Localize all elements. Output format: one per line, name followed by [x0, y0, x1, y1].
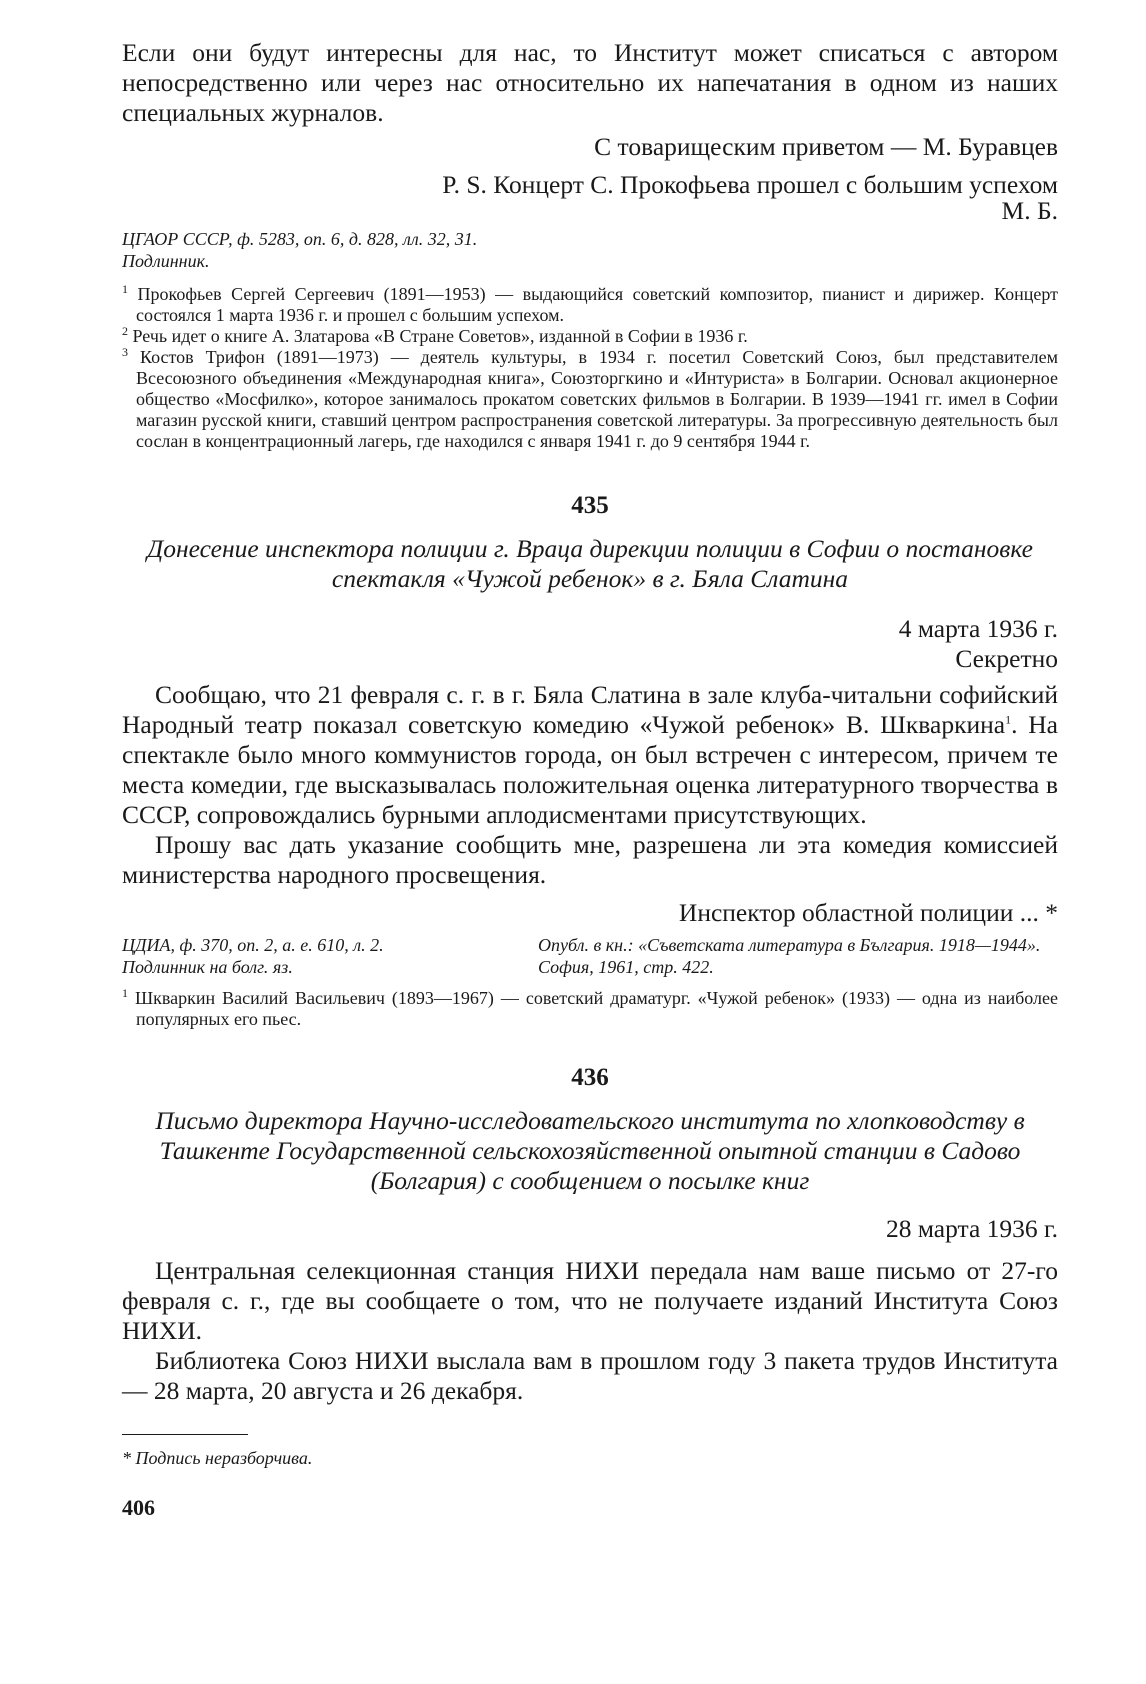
signature: Инспектор областной полиции ... * [678, 898, 1058, 927]
letter-paragraph: Библиотека Союз НИХИ выслала вам в прошлом году 3 пакета трудов Института — 28 марта, 20 августа и 26 декабря. [122, 1346, 1058, 1405]
archive-source-line: ЦДИА, ф. 370, оп. 2, а. е. 610, л. 2. [122, 935, 384, 955]
page-footnote: * Подпись неразборчива. [122, 1448, 313, 1468]
document-number: 435 [571, 492, 609, 519]
publication-source: Опубл. в кн.: «Съветската литература в България. 1918—1944». София, 1961, стр. 422. [538, 935, 1041, 977]
letter-paragraph: Центральная селекционная станция НИХИ передала нам ваше письмо от 27-го февраля с. г., где вы сообщаете о том, что не получаете изданий Института Союз НИХИ. [122, 1256, 1058, 1345]
letter-postscript: P. S. Концерт С. Прокофьева прошел с большим успехом [442, 170, 1058, 199]
classification-mark: Секретно [955, 644, 1058, 673]
footnote: $^1$ Шкваркин Василий Васильевич (1893—1967) — советский драматург. «Чужой ребенок» (1933) — одна из наиболее популярных его пьес. [122, 986, 1059, 1029]
letter-closing: С товарищеским приветом — М. Буравцев [594, 132, 1058, 161]
footnotes [122, 284, 1058, 452]
report-paragraph: Сообщаю, что 21 февраля с. г. в г. Бяла Слатина в зале клуба-читальни софийский Народный театр показал советскую комедию «Чужой ребенок» В. Шкваркина$^1$. На спектакле было много коммунистов города, он был встречен с интересом, причем те места комедии, где высказывалась положительная оценка литературного творчества в СССР, сопровождались бурными аплодисментами присутствующих. [122, 680, 1058, 829]
footnote-divider [122, 1434, 248, 1435]
page-number: 406 [122, 1495, 155, 1520]
letter-paragraph: Если они будут интересны для нас, то Институт может списаться с автором непосредственно или через нас относительно их напечатания в одном из наших специальных журналов. [122, 38, 1058, 127]
archive-source [122, 934, 1058, 978]
archive-source-line: Подлинник. [122, 251, 210, 271]
document-date: 28 марта 1936 г. [885, 1214, 1058, 1243]
document-number: 436 [571, 1064, 609, 1091]
document-title: Донесение инспектора полиции г. Враца дирекции полиции в Софии о постановке спектакля «Чужой ребенок» в г. Бяла Слатина [147, 534, 1033, 593]
archive-source [122, 228, 1058, 272]
archive-source-line: ЦГАОР СССР, ф. 5283, оп. 6, д. 828, лл. 32, 31. [122, 229, 478, 249]
document-title: Письмо директора Научно-исследовательского института по хлопководству в Ташкенте Государственной сельскохозяйственной опытной станции в Садово (Болгария) с сообщением о посылке книг [155, 1106, 1025, 1195]
footnote: $^1$ Прокофьев Сергей Сергеевич (1891—1953) — выдающийся советский композитор, пианист и дирижер. Концерт состоялся 1 марта 1936 г. и прошел с большим успехом. [122, 282, 1058, 325]
report-paragraph: Прошу вас дать указание сообщить мне, разрешена ли эта комедия комиссией министерства народного просвещения. [122, 830, 1058, 889]
postscript-initials: М. Б. [1001, 196, 1058, 225]
footnote: $^3$ Костов Трифон (1891—1973) — деятель культуры, в 1934 г. посетил Советский Союз, был представителем Всесоюзного объединения «Международная книга», Союзторгкино и «Интуриста» в Болгарии. Основал акционерное общество «Мосфилко», которое занималось прокатом советских фильмов в Болгарии. В 1939—1941 гг. имел в Софии магазин русской книги, ставший центром распространения советской литературы. За прогрессивную деятельность был сослан в концентрационный лагерь, где находился с января 1941 г. до 9 сентября 1944 г. [122, 345, 1058, 451]
footnote: $^2$ Речь идет о книге А. Златарова «В Стране Советов», изданной в Софии в 1936 г. [122, 324, 748, 346]
archive-source-line: Подлинник на болг. яз. [122, 957, 293, 977]
document-page [122, 38, 1058, 1521]
document-date: 4 марта 1936 г. [898, 614, 1058, 643]
